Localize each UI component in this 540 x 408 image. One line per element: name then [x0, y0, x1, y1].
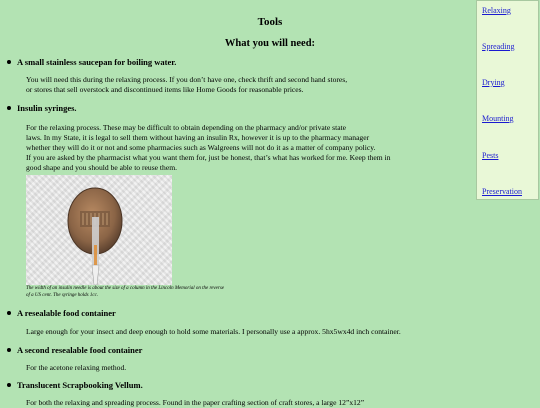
nav-link-drying[interactable]: Drying	[482, 78, 505, 87]
bullet-icon	[7, 311, 11, 315]
nav-link-preservation[interactable]: Preservation	[482, 187, 522, 196]
list-item-title-food-container	[17, 308, 116, 318]
bullet-icon	[7, 383, 11, 387]
bullet-icon	[7, 106, 11, 110]
page-subtitle: What you will need:	[224, 38, 316, 49]
description-line: or stores that sell overstock and discontinued items like Home Goods for reasonable prices.	[26, 85, 304, 94]
description-line: For both the relaxing and spreading process. Found in the paper crafting section of craft stores, a large 12”x12”	[26, 398, 365, 407]
page-title: Tools	[257, 16, 283, 28]
item-title: A resealable food container	[17, 308, 116, 318]
list-item-description-saucepan	[26, 75, 466, 95]
sidebar-nav	[476, 0, 539, 200]
nav-link-relaxing[interactable]: Relaxing	[482, 6, 511, 15]
syringe-coin-photo	[26, 175, 172, 285]
nav-link-mounting[interactable]: Mounting	[482, 114, 514, 123]
description-line: You will need this during the relaxing process. If you don’t have one, check thrift and second hand stores,	[26, 75, 348, 84]
list-item-description-syringes	[26, 123, 466, 173]
description-line: For the acetone relaxing method.	[26, 363, 127, 372]
description-line: Large enough for your insect and deep enough to hold some materials. I personally use a approx. 5hx5wx4d inch container.	[26, 327, 401, 336]
description-line: For the relaxing process. These may be difficult to obtain depending on the pharmacy and/or private state	[26, 123, 347, 132]
description-line: laws. In my State, it is legal to sell them without having an insulin Rx, however it is up to the pharmacy manager	[26, 133, 370, 142]
bullet-icon	[7, 60, 11, 64]
bullet-icon	[7, 348, 11, 352]
list-item-title-saucepan	[17, 57, 176, 67]
nav-link-pests[interactable]: Pests	[482, 151, 499, 160]
caption-line: of a US cent. The syringe holds 1cc.	[26, 292, 99, 298]
caption-line: The width of an insulin needle is about the size of a column in the Lincoln Memorial on the reverse	[26, 286, 224, 291]
item-title: A small stainless saucepan for boiling water.	[17, 57, 177, 67]
item-title: A second resealable food container	[17, 345, 143, 355]
nav-link-spreading[interactable]: Spreading	[482, 42, 515, 51]
item-title: Translucent Scrapbooking Vellum.	[17, 380, 143, 390]
description-line: If you are asked by the pharmacist what you want them for, just be honest, that’s what has worked for me. Keep them in	[26, 153, 391, 162]
list-item-description-food-container	[26, 327, 466, 337]
list-item-title-second-container	[17, 345, 142, 355]
description-line: whether they will do it or not and some pharmacies such as Walgreens will not do it as a matter of company policy.	[26, 143, 376, 152]
photo-caption	[26, 286, 276, 299]
description-line: good shape and you should be able to reuse them.	[26, 163, 177, 172]
list-item-description-second-container	[26, 363, 466, 373]
item-title: Insulin syringes.	[17, 103, 77, 113]
list-item-title-vellum	[17, 380, 143, 390]
list-item-description-vellum	[26, 398, 466, 408]
list-item-title-syringes	[17, 103, 77, 113]
syringe-coin-image	[26, 175, 172, 285]
